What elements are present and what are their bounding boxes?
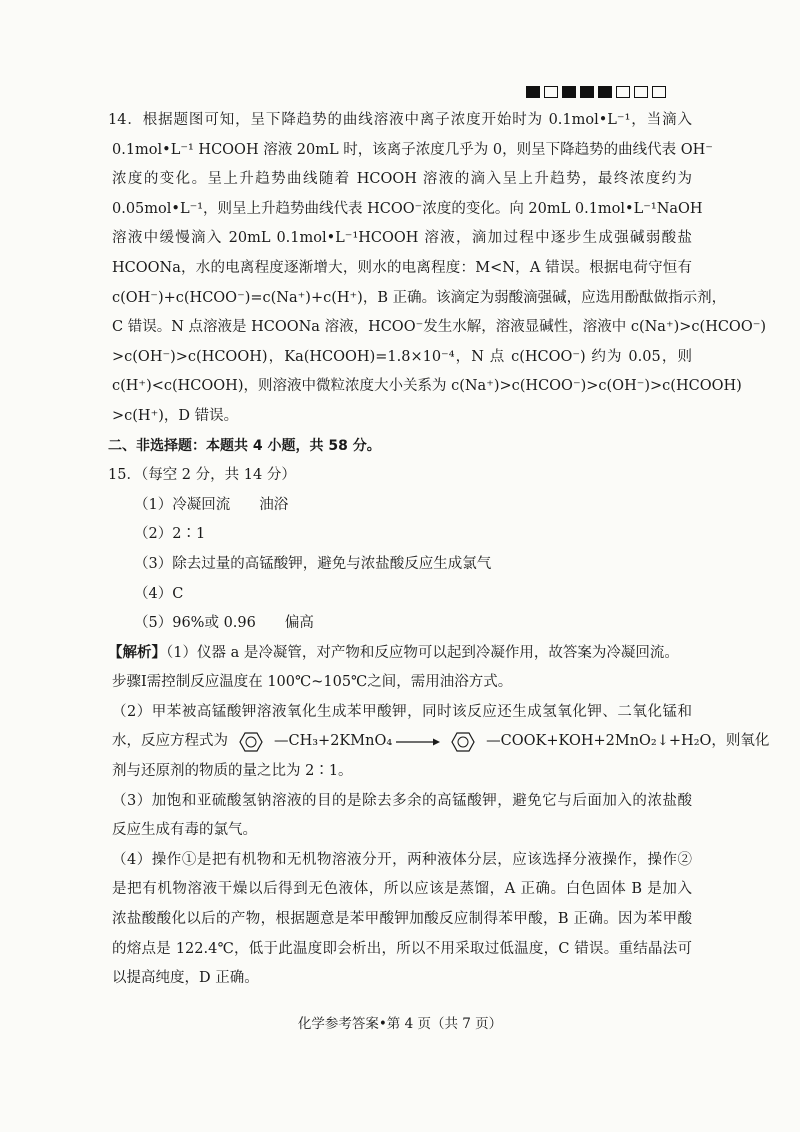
text-line: 0.1mol•L⁻¹ HCOOH 溶液 20mL 时，该离子浓度几乎为 0，则呈下降趋势的曲线代表 OH⁻ [112, 141, 713, 158]
analysis-first-line [108, 639, 692, 669]
text-line: （3）除去过量的高锰酸钾，避免与浓盐酸反应生成氯气 [134, 555, 492, 572]
text-line: 溶液中缓慢滴入 20mL 0.1mol•L⁻¹HCOOH 溶液，滴加过程中逐步生成强碱弱酸盐 [112, 230, 692, 247]
filled-square-icon [598, 86, 612, 98]
page-footer: 化学参考答案•第 4 页（共 7 页） [297, 1016, 503, 1032]
filled-square-icon [526, 86, 540, 98]
text-line: （1）冷凝回流 油浴 [134, 496, 289, 513]
question-15-header: 15．（每空 2 分，共 14 分） [108, 467, 296, 484]
equation-right: —COOK+KOH+2MnO₂↓+H₂O，则氧化 [486, 733, 770, 750]
progress-marks [526, 86, 666, 98]
text-line: >c(OH⁻)>c(HCOOH)，Ka(HCOOH)=1.8×10⁻⁴，N 点 c(HCOO⁻) 约为 0.05，则 [112, 348, 692, 365]
text-line: 14．根据题图可知，呈下降趋势的曲线溶液中离子浓度开始时为 0.1mol•L⁻¹，当滴入 [108, 112, 692, 128]
text-line: （2）甲苯被高锰酸钾溶液氧化生成苯甲酸钾，同时该反应还生成氢氧化钾、二氧化锰和 [112, 703, 692, 720]
text-line: C 错误。N 点溶液是 HCOONa 溶液，HCOO⁻发生水解，溶液显碱性，溶液中 c(Na⁺)>c(HCOO⁻) [112, 319, 767, 336]
text-line: 以提高纯度，D 正确。 [112, 970, 259, 987]
text-line: c(OH⁻)+c(HCOO⁻)=c(Na⁺)+c(H⁺)，B 正确。该滴定为弱酸滴强碱，应选用酚酞做指示剂， [112, 289, 727, 306]
equation-prefix: 水，反应方程式为 [112, 733, 228, 750]
equation-left: —CH₃+2KMnO₄ [274, 733, 393, 750]
text-line: 0.05mol•L⁻¹，则呈上升趋势曲线代表 HCOO⁻浓度的变化。向 20mL 0.1mol•L⁻¹NaOH [112, 200, 703, 217]
text-line: HCOONa，水的电离程度逐渐增大，则水的电离程度：M<N，A 错误。根据电荷守恒有 [112, 259, 692, 276]
analysis-block-b [112, 757, 692, 994]
question-15-answers [112, 491, 692, 639]
empty-square-icon [652, 86, 666, 98]
analysis-block-a [112, 668, 692, 727]
text-line: 浓盐酸酸化以后的产物，根据题意是苯甲酸钾加酸反应制得苯甲酸，B 正确。因为苯甲酸 [112, 911, 692, 928]
section-2-heading: 二、非选择题：本题共 4 小题，共 58 分。 [108, 437, 381, 454]
text-line: （4）操作①是把有机物和无机物溶液分开，两种液体分层，应该选择分液操作，操作② [112, 851, 692, 868]
text-line: 步骤Ⅰ需控制反应温度在 100℃~105℃之间，需用油浴方式。 [112, 674, 513, 691]
empty-square-icon [616, 86, 630, 98]
text-line: （5）96%或 0.96 偏高 [134, 615, 314, 632]
filled-square-icon [562, 86, 576, 98]
reaction-arrow-icon [396, 737, 440, 747]
answer-content [108, 106, 770, 994]
benzene-ring-icon [232, 731, 270, 753]
text-line: （2）2∶1 [134, 526, 206, 543]
empty-square-icon [544, 86, 558, 98]
analysis-first-text: （1）仪器 a 是冷凝管，对产物和反应物可以起到冷凝作用，故答案为冷凝回流。 [166, 644, 679, 661]
reaction-equation-line [112, 727, 770, 757]
analysis-tag: 【解析】 [108, 644, 166, 661]
filled-square-icon [580, 86, 594, 98]
text-line: c(H⁺)<c(HCOOH)，则溶液中微粒浓度大小关系为 c(Na⁺)>c(HCOO⁻)>c(OH⁻)>c(HCOOH) [112, 378, 742, 395]
text-line: 是把有机物溶液干燥以后得到无色液体，所以应该是蒸馏，A 正确。白色固体 B 是加入 [112, 881, 692, 898]
text-line: 的熔点是 122.4℃，低于此温度即会析出，所以不用采取过低温度，C 错误。重结晶法可 [112, 940, 692, 957]
benzene-ring-icon [444, 731, 482, 753]
text-line: （4）C [134, 585, 184, 602]
empty-square-icon [634, 86, 648, 98]
question-14-analysis [108, 106, 767, 432]
text-line: 浓度的变化。呈上升趋势曲线随着 HCOOH 溶液的滴入呈上升趋势，最终浓度约为 [112, 171, 692, 188]
text-line: （3）加饱和亚硫酸氢钠溶液的目的是除去多余的高锰酸钾，避免它与后面加入的浓盐酸 [112, 792, 692, 809]
text-line: >c(H⁺)，D 错误。 [112, 407, 239, 424]
text-line: 反应生成有毒的氯气。 [112, 822, 257, 839]
text-line: 剂与还原剂的物质的量之比为 2∶1。 [112, 763, 353, 780]
